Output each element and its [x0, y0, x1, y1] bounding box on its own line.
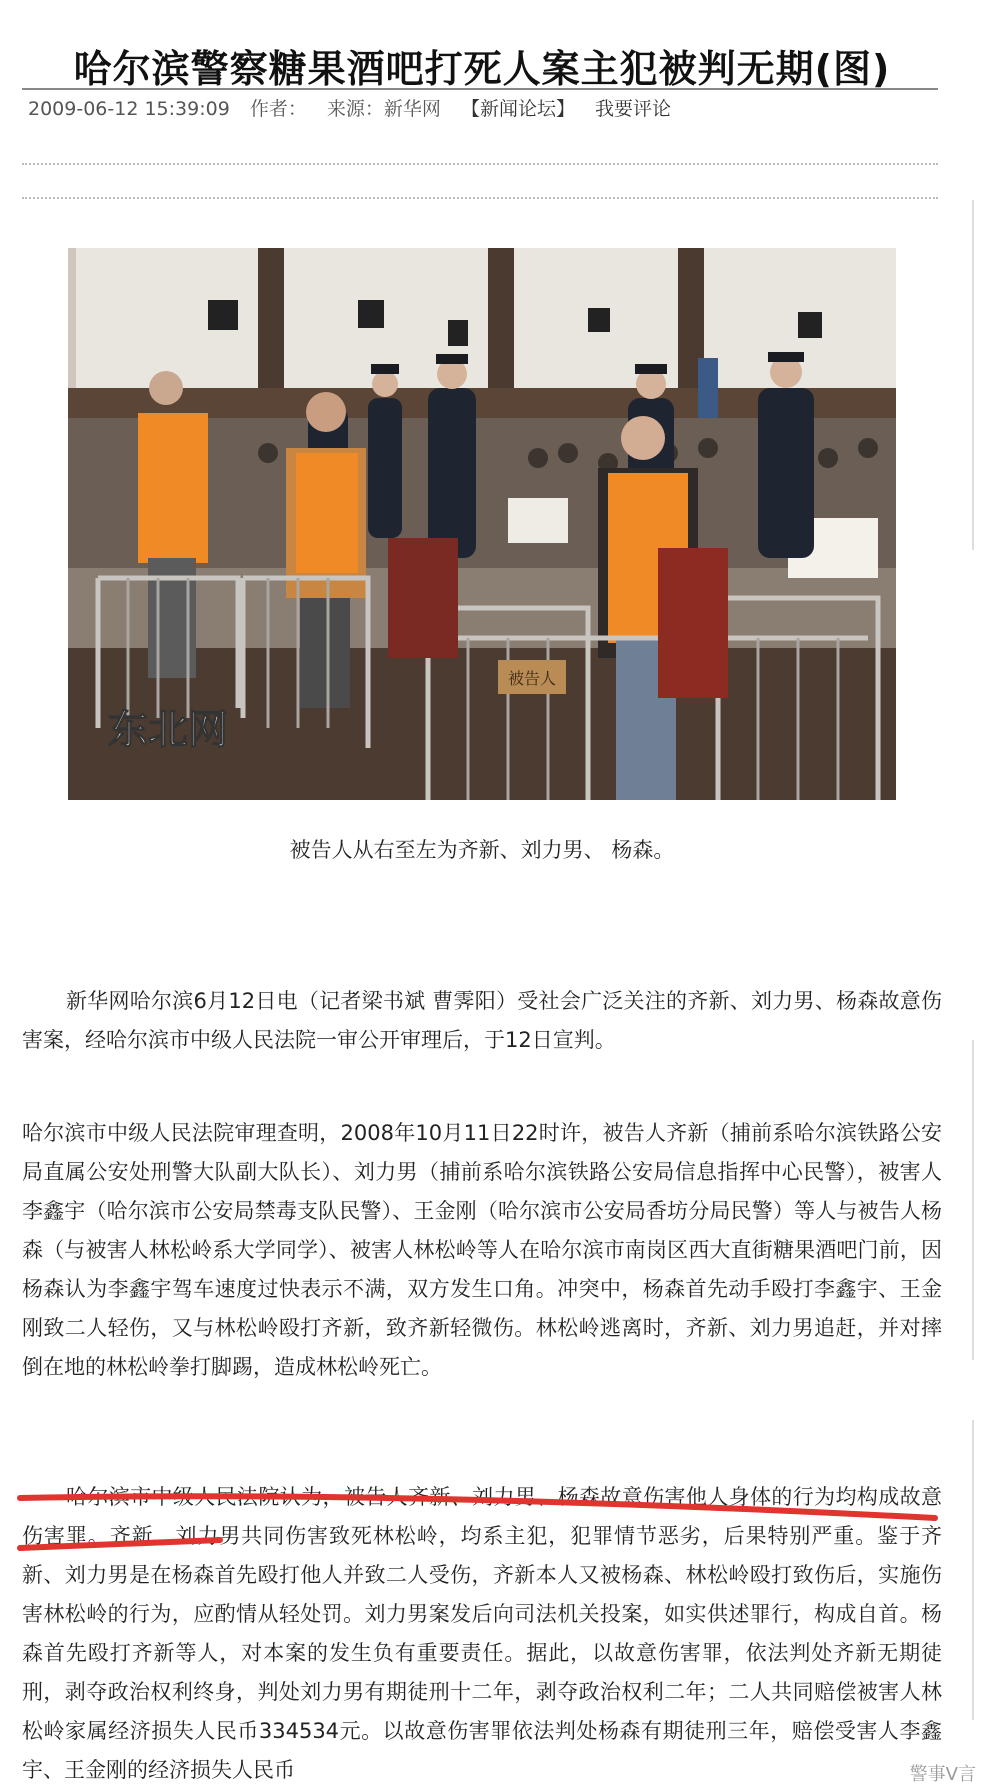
article-paragraph: 新华网哈尔滨6月12日电（记者梁书斌 曹霁阳）受社会广泛关注的齐新、刘力男、杨森故意伤害案，经哈尔滨市中级人民法院一审公开审理后，于12日宣判。 — [22, 989, 942, 1052]
news-forum-link[interactable]: 【新闻论坛】 — [460, 98, 575, 120]
source-label: 来源：新华网 — [326, 98, 441, 120]
photo-caption: 被告人从右至左为齐新、刘力男、 杨森。 — [289, 838, 675, 862]
sidebar-edge — [972, 1420, 988, 1720]
sidebar-edge — [972, 1040, 988, 1360]
title-divider — [22, 88, 938, 90]
publish-datetime: 2009-06-12 15:39:09 — [28, 98, 230, 120]
meta-divider-2 — [22, 197, 938, 199]
meta-divider-1 — [22, 163, 938, 165]
courtroom-photo — [68, 248, 896, 800]
article-title: 哈尔滨警察糖果酒吧打死人案主犯被判无期(图) — [73, 47, 891, 92]
author-label: 作者： — [249, 98, 307, 120]
article-paragraph: 哈尔滨市中级人民法院审理查明，2008年10月11日22时许，被告人齐新（捕前系哈尔滨铁路公安局直属公安处刑警大队副大队长）、刘力男（捕前系哈尔滨铁路公安局信息指挥中心民警），被害人李鑫宇（哈尔滨市公安局禁毒支队民警）、王金刚（哈尔滨市公安局香坊分局民警）等人与被告人杨森（与被害人林松岭系大学同学）、被害人林松岭等人在哈尔滨市南岗区西大直街糖果酒吧门前，因杨森认为李鑫宇驾车速度过快表示不满，双方发生口角。冲突中，杨森首先动手殴打李鑫宇、王金刚致二人轻伤，又与林松岭殴打齐新，致齐新轻微伤。林松岭逃离时，齐新、刘力男追赶，并对摔倒在地的林松岭拳打脚踢，造成林松岭死亡。 — [22, 1121, 942, 1379]
photo-watermark: 东北网 — [108, 707, 228, 753]
article-meta — [28, 94, 685, 124]
sidebar-edge — [972, 200, 988, 550]
courtroom-photo-illustration — [68, 248, 896, 800]
overlay-watermark: 警事V言 — [906, 1758, 980, 1788]
article-paragraph: 哈尔滨市中级人民法院认为，被告人齐新、刘力男、杨森故意伤害他人身体的行为均构成故意伤害罪。齐新、刘力男共同伤害致死林松岭，均系主犯，犯罪情节恶劣，后果特别严重。鉴于齐新、刘力男是在杨森首先殴打他人并致二人受伤，齐新本人又被杨森、林松岭殴打致伤后，实施伤害林松岭的行为，应酌情从轻处罚。刘力男案发后向司法机关投案，如实供述罪行，构成自首。杨森首先殴打齐新等人，对本案的发生负有重要责任。据此，以故意伤害罪，依法判处齐新无期徒刑，剥夺政治权利终身，判处刘力男有期徒刑十二年，剥夺政治权利二年；二人共同赔偿被害人林松岭家属经济损失人民币334534元。以故意伤害罪依法判处杨森有期徒刑三年，赔偿受害人李鑫宇、王金刚的经济损失人民币 — [22, 1485, 942, 1782]
comment-link[interactable]: 我要评论 — [595, 98, 672, 120]
defendant-placard: 被告人 — [507, 669, 557, 688]
